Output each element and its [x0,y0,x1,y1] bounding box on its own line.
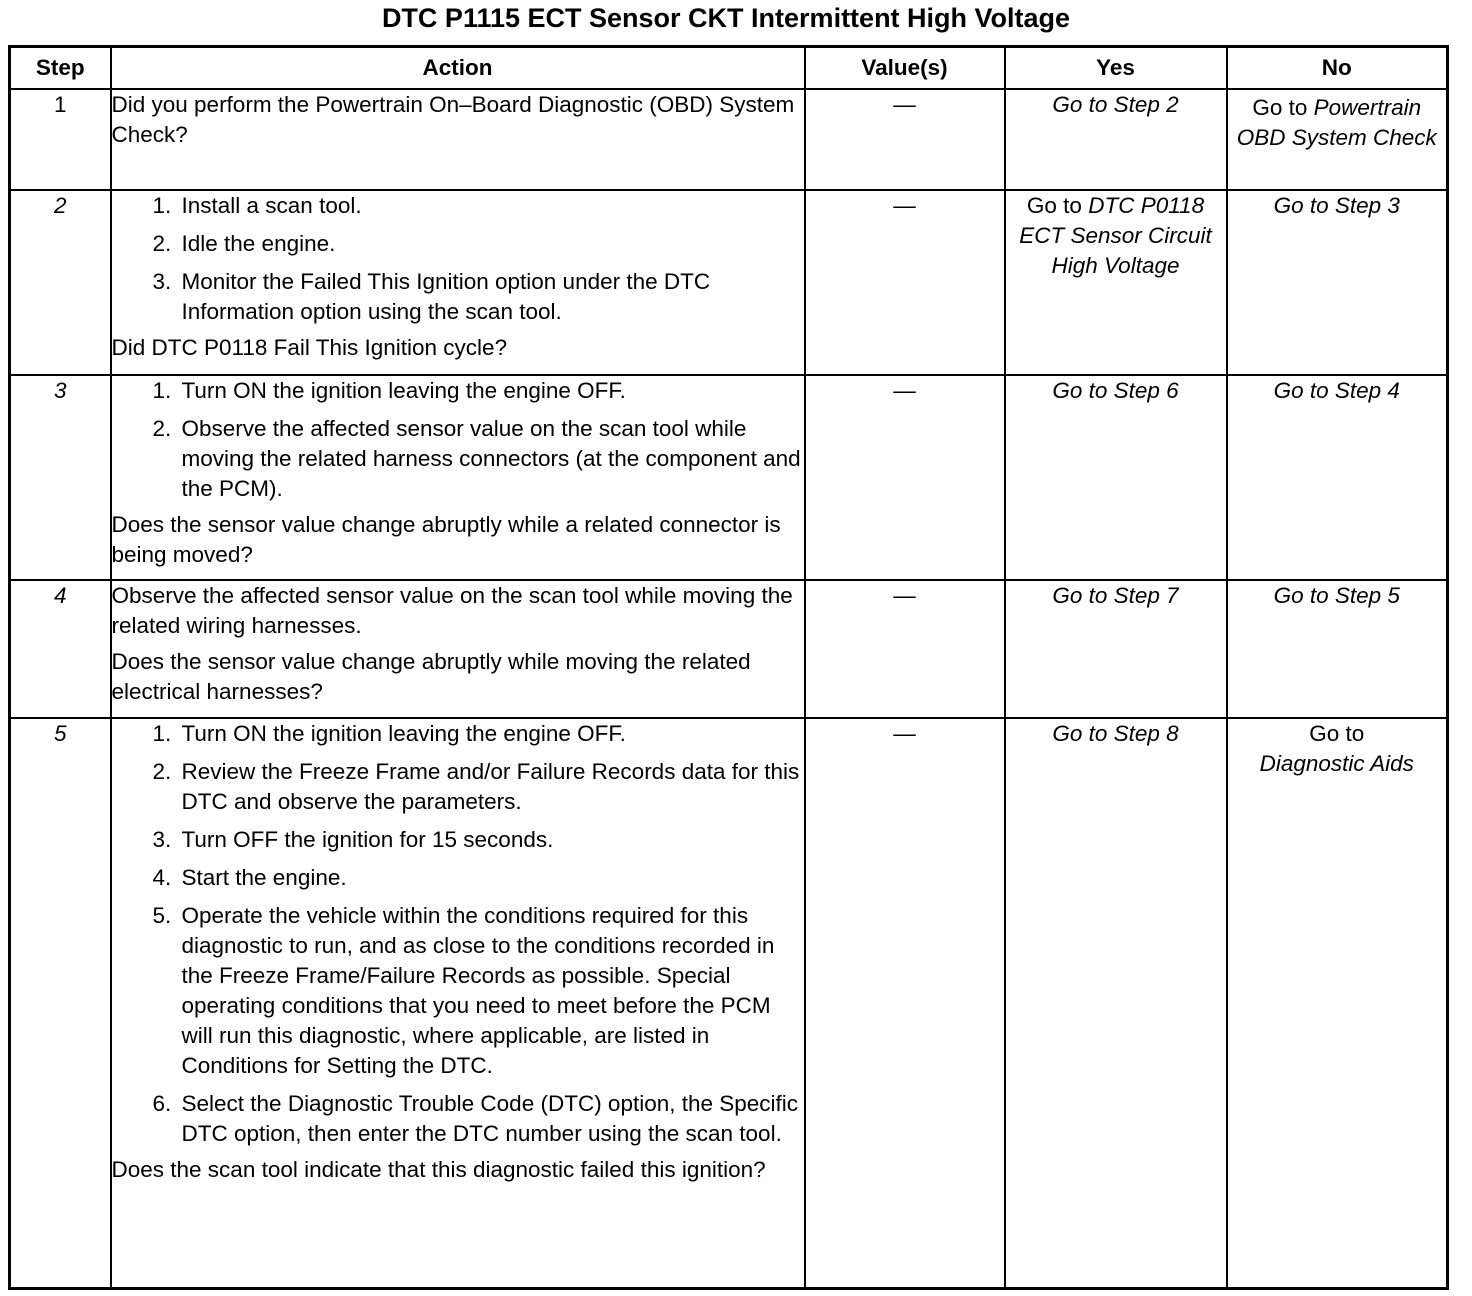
action-steps [112,191,804,327]
no-link[interactable]: Go to Step 5 [1273,583,1400,608]
table-row [10,375,1448,580]
action-step: 2. Idle the engine. [178,229,804,259]
header-step: Step [10,47,111,90]
no-link[interactable]: Powertrain OBD System Check [1236,95,1437,150]
page-title: DTC P1115 ECT Sensor CKT Intermittent High Voltage [381,3,1071,33]
value-text: — [893,583,916,608]
table-row [10,89,1448,190]
no-cell [1227,580,1448,718]
no-cell [1227,375,1448,580]
action-question: Does the sensor value change abruptly while moving the related electrical harnesses? [111,649,751,704]
action-cell [111,190,805,375]
value-text: — [893,721,916,746]
header-row [10,47,1448,90]
action-step: 1. Turn ON the ignition leaving the engine OFF. [178,376,804,406]
no-link[interactable]: Go to Step 3 [1273,193,1400,218]
value-cell [805,580,1005,718]
no-cell [1227,190,1448,375]
step-number: 5 [10,718,111,1288]
yes-cell [1005,580,1227,718]
action-step: 2. Observe the affected sensor value on the scan tool while moving the related harness connectors (at the component and the PCM). [178,414,804,504]
action-question: Did DTC P0118 Fail This Ignition cycle? [111,335,508,360]
value-cell [805,718,1005,1288]
value-cell [805,190,1005,375]
value-cell [805,375,1005,580]
step-number: 3 [10,375,111,580]
diagnostic-table [8,45,1449,1290]
header-no: No [1227,47,1448,90]
step-number: 4 [10,580,111,718]
yes-prefix: Go to [1026,193,1082,218]
value-cell [805,89,1005,190]
value-text: — [893,378,916,403]
header-action: Action [111,47,805,90]
action-steps [112,376,804,504]
yes-link[interactable]: Go to Step 6 [1052,378,1179,403]
table-row [10,190,1448,375]
step-number: 2 [10,190,111,375]
table-row [10,718,1448,1288]
action-question: Did you perform the Powertrain On–Board Diagnostic (OBD) System Check? [111,92,795,147]
no-prefix: Go to [1309,721,1365,746]
action-question: Does the sensor value change abruptly while a related connector is being moved? [111,512,781,567]
yes-link[interactable]: Go to Step 8 [1052,721,1179,746]
action-step: 3. Turn OFF the ignition for 15 seconds. [178,825,804,855]
action-cell [111,580,805,718]
yes-cell [1005,190,1227,375]
value-text: — [893,92,916,117]
yes-cell [1005,89,1227,190]
yes-cell [1005,718,1227,1288]
action-question: Does the scan tool indicate that this diagnostic failed this ignition? [111,1157,766,1182]
action-step: 1. Turn ON the ignition leaving the engine OFF. [178,719,804,749]
action-steps [112,719,804,1149]
no-cell [1227,718,1448,1288]
yes-link[interactable]: Go to Step 7 [1052,583,1179,608]
action-step: 3. Monitor the Failed This Ignition option under the DTC Information option using the scan tool. [178,267,804,327]
no-link[interactable]: Diagnostic Aids [1259,751,1414,776]
header-values: Value(s) [805,47,1005,90]
action-cell [111,375,805,580]
action-step: 5. Operate the vehicle within the conditions required for this diagnostic to run, and as close to the conditions recorded in the Freeze Frame/Failure Records as possible. Special operating conditions that you need to meet before the PCM will run this diagnostic, where applicable, are listed in Conditions for Setting the DTC. [178,901,804,1081]
action-step: 2. Review the Freeze Frame and/or Failure Records data for this DTC and observe the parameters. [178,757,804,817]
header-yes: Yes [1005,47,1227,90]
action-step: 6. Select the Diagnostic Trouble Code (DTC) option, the Specific DTC option, then enter the DTC number using the scan tool. [178,1089,804,1149]
step-number: 1 [10,89,111,190]
yes-link[interactable]: DTC P0118 ECT Sensor Circuit High Voltage [1019,193,1212,278]
action-cell [111,89,805,190]
value-text: — [893,193,916,218]
action-cell [111,718,805,1288]
yes-link[interactable]: Go to Step 2 [1052,92,1179,117]
no-link[interactable]: Go to Step 4 [1273,378,1400,403]
action-step: 4. Start the engine. [178,863,804,893]
action-intro: Observe the affected sensor value on the scan tool while moving the related wiring harnesses. [111,583,793,638]
table-row [10,580,1448,718]
no-prefix: Go to [1252,95,1308,120]
action-step: 1. Install a scan tool. [178,191,804,221]
no-cell [1227,89,1448,190]
yes-cell [1005,375,1227,580]
